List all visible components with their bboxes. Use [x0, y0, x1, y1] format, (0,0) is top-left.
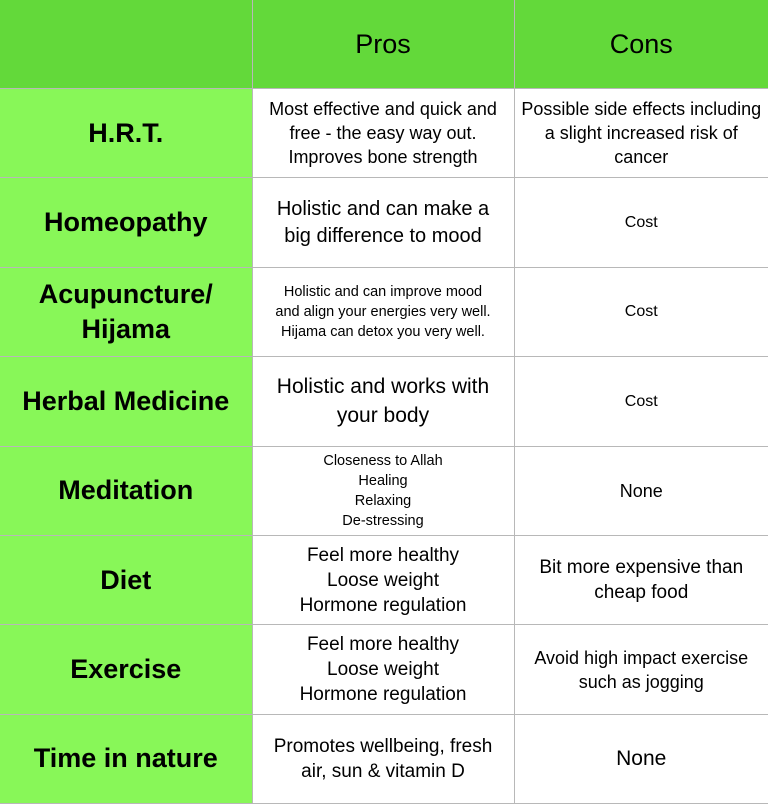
cons-cell-herbal-medicine: Cost — [514, 357, 768, 446]
cons-cell-diet: Bit more expensive than cheap food — [514, 535, 768, 624]
header-pros: Pros — [252, 0, 514, 89]
header-cons: Cons — [514, 0, 768, 89]
row-label-hrt: H.R.T. — [0, 89, 252, 178]
table-row-time-in-nature — [0, 714, 768, 803]
cons-cell-acupuncture: Cost — [514, 267, 768, 356]
header-row — [0, 0, 768, 89]
row-label-meditation: Meditation — [0, 446, 252, 535]
pros-cell-meditation: Closeness to Allah Healing Relaxing De-stressing — [252, 446, 514, 535]
row-label-diet: Diet — [0, 535, 252, 624]
table-row-diet — [0, 535, 768, 624]
row-label-herbal-medicine: Herbal Medicine — [0, 357, 252, 446]
cons-cell-homeopathy: Cost — [514, 178, 768, 267]
cons-cell-meditation: None — [514, 446, 768, 535]
row-label-time-in-nature: Time in nature — [0, 714, 252, 803]
table-row-exercise — [0, 625, 768, 714]
pros-cell-herbal-medicine: Holistic and works with your body — [252, 357, 514, 446]
row-label-acupuncture: Acupuncture/ Hijama — [0, 267, 252, 356]
cons-cell-time-in-nature: None — [514, 714, 768, 803]
cons-cell-hrt: Possible side effects including a slight increased risk of cancer — [514, 89, 768, 178]
row-label-exercise: Exercise — [0, 625, 252, 714]
pros-cell-hrt: Most effective and quick and free - the easy way out. Improves bone strength — [252, 89, 514, 178]
header-blank-cell — [0, 0, 252, 89]
row-label-homeopathy: Homeopathy — [0, 178, 252, 267]
table-row-acupuncture — [0, 267, 768, 356]
pros-cell-diet: Feel more healthy Loose weight Hormone regulation — [252, 535, 514, 624]
pros-cell-homeopathy: Holistic and can make a big difference to mood — [252, 178, 514, 267]
cons-cell-exercise: Avoid high impact exercise such as jogging — [514, 625, 768, 714]
pros-cell-time-in-nature: Promotes wellbeing, fresh air, sun & vitamin D — [252, 714, 514, 803]
table-row-herbal-medicine — [0, 357, 768, 446]
pros-cell-exercise: Feel more healthy Loose weight Hormone regulation — [252, 625, 514, 714]
table-row-homeopathy — [0, 178, 768, 267]
table-row-hrt — [0, 89, 768, 178]
table-row-meditation — [0, 446, 768, 535]
pros-cell-acupuncture: Holistic and can improve mood and align your energies very well. Hijama can detox you very well. — [252, 267, 514, 356]
